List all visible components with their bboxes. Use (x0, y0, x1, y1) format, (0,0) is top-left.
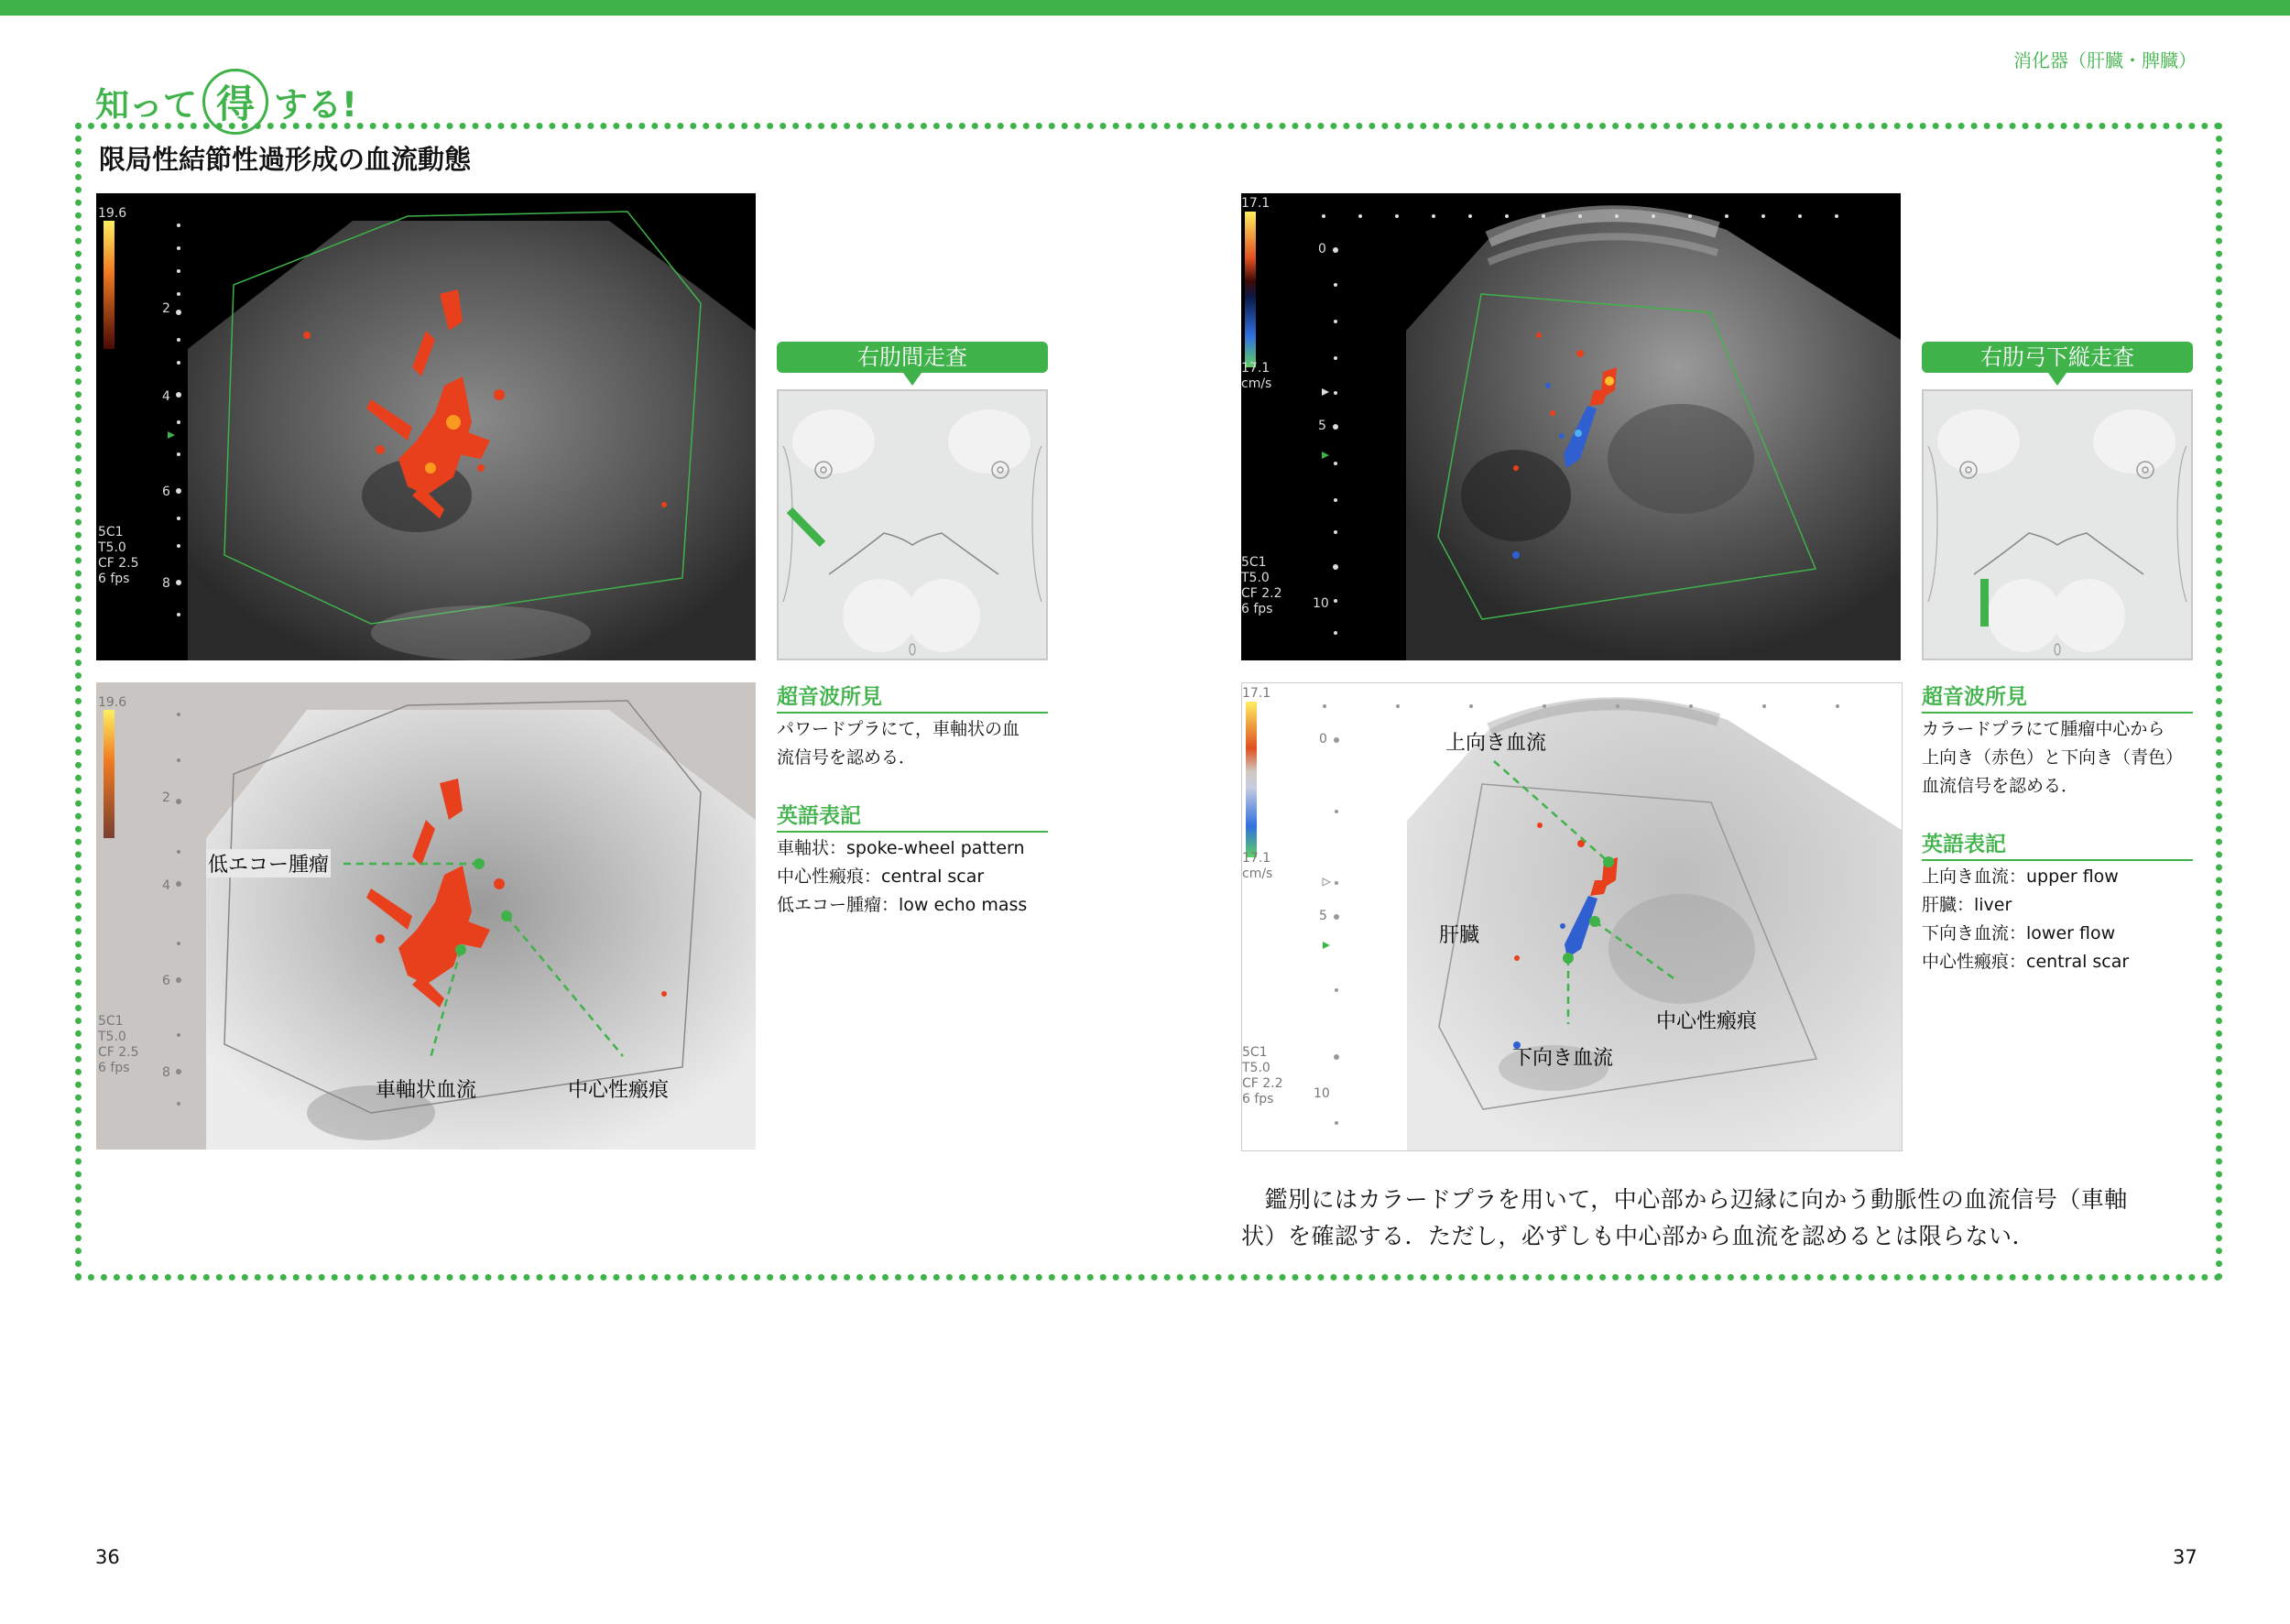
scale-max-label: 17.1 (1241, 196, 1270, 211)
callout-liver: 肝臓 (1439, 924, 1480, 947)
callout-spoke-wheel: 車軸状血流 (376, 1079, 477, 1102)
english-title: 英語表記 (777, 799, 1048, 833)
torso-diagram-left (777, 389, 1048, 660)
bubble-tail (903, 373, 921, 386)
english-terms-left (777, 799, 1048, 920)
page-number-left: 36 (95, 1546, 120, 1568)
scale-max-label: 19.6 (98, 695, 127, 710)
explanation-paragraph: 鑑別にはカラードプラを用いて，中心部から辺縁に向かう動脈性の血流信号（車軸 状）を確認する．ただし，必ずしも中心部から血流を認めるとは限らない． (1241, 1186, 2128, 1249)
callout-low-echo-mass: 低エコー腫瘤 (206, 849, 331, 877)
findings-title: 超音波所見 (1922, 680, 2193, 714)
scale-max-label: 19.6 (98, 206, 127, 221)
english-terms-right (1922, 827, 2193, 976)
logo-circle: 得 (202, 69, 268, 135)
callout-upper-flow: 上向き血流 (1445, 732, 1547, 755)
section-title: 限局性結節性過形成の血流動態 (99, 144, 472, 175)
english-list: 上向き血流：upper flow 肝臓：liver 下向き血流：lower flow 中心性瘢痕：central scar (1922, 866, 2130, 972)
ultrasound-right-top (1241, 193, 1901, 660)
findings-left (777, 680, 1048, 772)
ultrasound-right-bottom (1241, 682, 1903, 1151)
callout-central-scar: 中心性瘢痕 (1656, 1010, 1758, 1033)
depth-tick: 0 (1318, 242, 1326, 256)
findings-text: カラードプラにて腫瘤中心から 上向き（赤色）と下向き（青色） 血流信号を認める． (1922, 719, 2184, 796)
depth-tick: 6 (162, 974, 170, 988)
scale-max-label: 17.1 (1242, 686, 1271, 701)
depth-tick: 4 (162, 389, 170, 404)
chapter-header: 消化器（肝臓・脾臓） (2013, 49, 2197, 71)
image-params: 5C1 T5.0 CF 2.2 6 fps (1242, 1045, 1283, 1106)
page-number-right: 37 (2173, 1546, 2197, 1568)
scale-unit: cm/s (1241, 376, 1272, 391)
image-params: 5C1 T5.0 CF 2.2 6 fps (1241, 555, 1282, 616)
logo-prefix: 知って (95, 85, 197, 125)
image-params: 5C1 T5.0 CF 2.5 6 fps (98, 525, 139, 586)
depth-tick: 5 (1318, 419, 1326, 433)
findings-text: パワードプラにて，車軸状の血 流信号を認める． (777, 719, 1020, 768)
scale-min-label: 17.1 (1242, 851, 1271, 866)
depth-tick: 2 (162, 790, 170, 805)
probe-position-right (1922, 342, 2193, 386)
findings-title: 超音波所見 (777, 680, 1048, 714)
ultrasound-left-bottom (96, 682, 756, 1150)
english-list: 車軸状：spoke-wheel pattern 中心性瘢痕：central scar 低エコー腫瘤：low echo mass (777, 838, 1028, 915)
probe-label: 右肋間走査 (777, 342, 1048, 373)
depth-tick: 4 (162, 878, 170, 893)
depth-tick: 8 (162, 576, 170, 591)
depth-tick: 10 (1314, 1086, 1330, 1101)
depth-tick: 5 (1319, 909, 1327, 923)
depth-tick: 10 (1313, 596, 1329, 611)
callout-lower-flow: 下向き血流 (1512, 1047, 1614, 1070)
torso-diagram-right (1922, 389, 2193, 660)
logo-suffix: する! (274, 85, 357, 125)
callout-central-scar: 中心性瘢痕 (568, 1079, 670, 1102)
image-params: 5C1 T5.0 CF 2.5 6 fps (98, 1014, 139, 1075)
scale-unit: cm/s (1242, 866, 1273, 881)
ultrasound-left-top (96, 193, 756, 660)
english-title: 英語表記 (1922, 827, 2193, 861)
probe-label: 右肋弓下縦走査 (1922, 342, 2193, 373)
findings-right (1922, 680, 2193, 801)
probe-position-left (777, 342, 1048, 386)
depth-tick: 6 (162, 485, 170, 499)
depth-tick: 8 (162, 1065, 170, 1080)
bubble-tail (2048, 373, 2066, 386)
scale-min-label: 17.1 (1241, 361, 1270, 376)
depth-tick: 2 (162, 301, 170, 316)
top-green-bar (0, 0, 2290, 16)
depth-tick: 0 (1319, 732, 1327, 747)
